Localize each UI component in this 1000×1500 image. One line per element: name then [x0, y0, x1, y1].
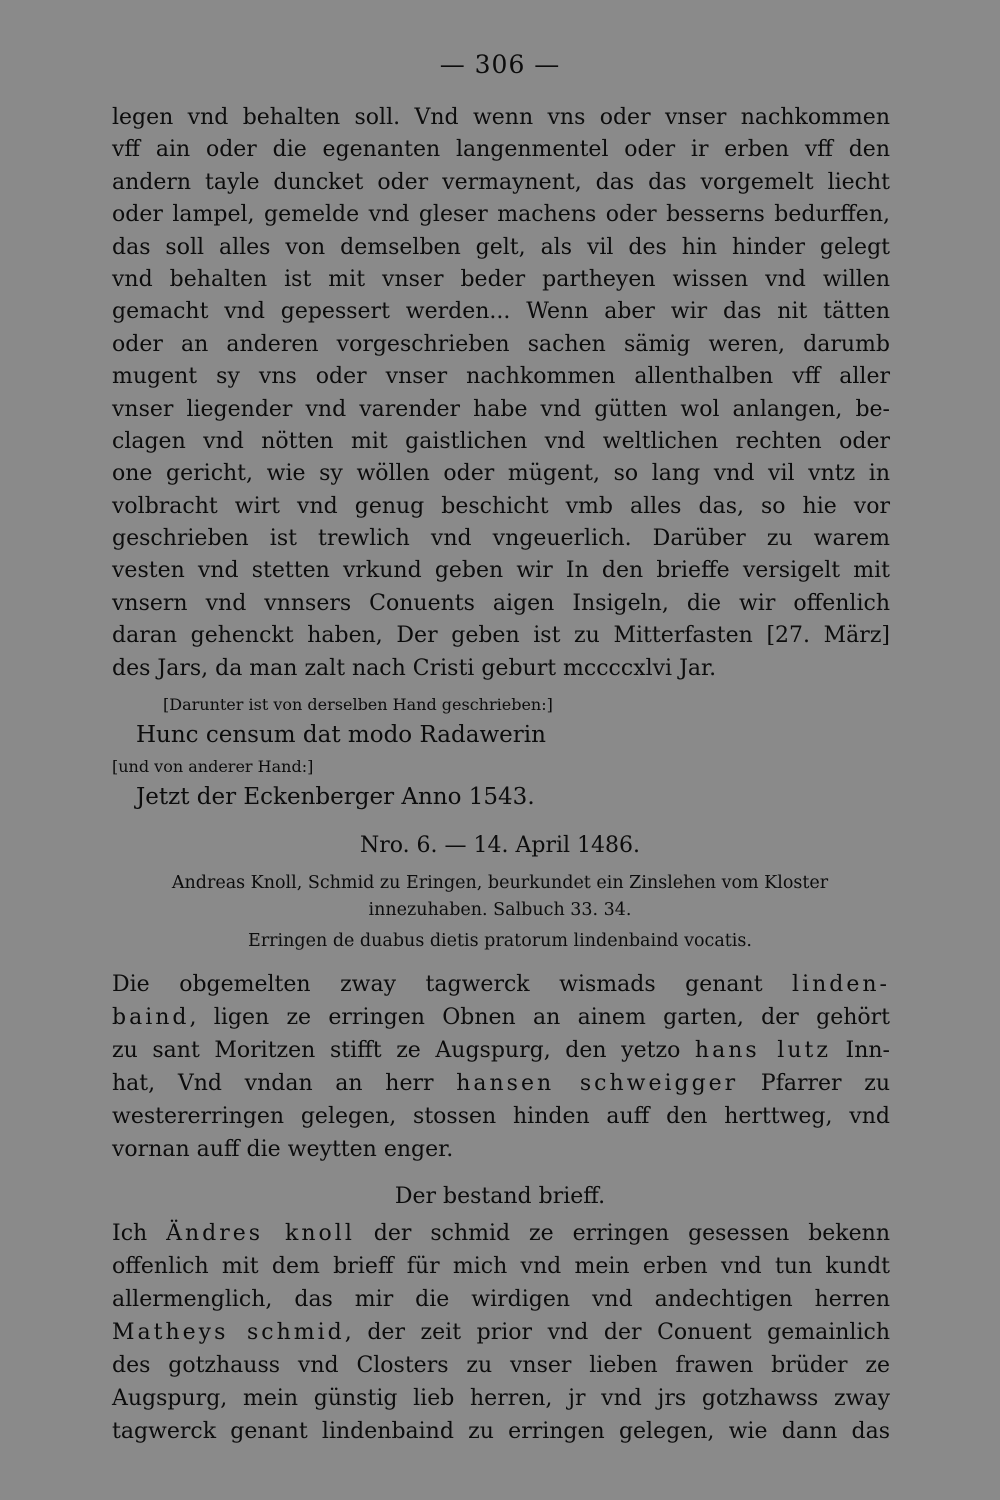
text-line: vnd behalten ist mit vnser beder partheyen wissen vnd willen: [112, 266, 890, 292]
text-line: vesten vnd stetten vrkund geben wir In den brieffe versigelt mit: [112, 558, 890, 584]
text-line: oder lampel, gemelde vnd gleser machens oder besserns bedurffen,: [112, 202, 890, 228]
text-line: zu sant Moritzen stifft ze Augspurg, den yetzo hans lutz Inn-: [112, 1038, 890, 1063]
text-line: Ich Ändres knoll der schmid ze erringen gesessen bekenn: [112, 1221, 890, 1246]
spaced-name: baind: [112, 1005, 190, 1030]
paragraph-charter-end: [112, 102, 890, 685]
text-line: mugent sy vns oder vnser nachkommen allenthalben vff aller: [112, 364, 890, 390]
text-line: westererringen gelegen, stossen hinden auff den herttweg, vnd: [112, 1104, 890, 1129]
text-line: baind, ligen ze erringen Obnen an ainem garten, der gehört: [112, 1005, 890, 1030]
later-annotation: Jetzt der Eckenberger Anno 1543.: [136, 784, 535, 810]
editorial-note: [Darunter ist von derselben Hand geschrieben:]: [163, 695, 553, 714]
spaced-name: linden-: [792, 972, 890, 997]
editorial-note: [und von anderer Hand:]: [112, 757, 314, 776]
section-heading: Der bestand brieff.: [394, 1184, 606, 1209]
text-line: hat, Vnd vndan an herr hansen schweigger Pfarrer zu: [112, 1071, 890, 1096]
text-line: gemacht vnd gepessert werden... Wenn aber wir das nit tätten: [112, 299, 890, 325]
text-line: vff ain oder die egenanten langenmentel oder ir erben vff den: [112, 137, 890, 163]
spaced-name: Ändres knoll: [166, 1221, 355, 1246]
text-line: one gericht, wie sy wöllen oder mügent, so lang vnd vil vntz in: [112, 461, 890, 487]
text-line: vnser liegender vnd varender habe vnd gütten wol anlangen, be-: [112, 396, 890, 422]
document-summary: Andreas Knoll, Schmid zu Eringen, beurkundet ein Zinslehen vom Kloster: [171, 873, 829, 893]
spaced-name: hans lutz: [694, 1038, 831, 1063]
paragraph-meadow: [112, 968, 890, 1166]
text-line: das soll alles von demselben gelt, als vil des hin hinder gelegt: [112, 234, 890, 260]
spaced-name: hansen schweigger: [456, 1071, 739, 1096]
text-line: des gotzhauss vnd Closters zu vnser lieben frawen brüder ze: [112, 1353, 890, 1378]
latin-annotation: Hunc censum dat modo Radawerin: [136, 722, 546, 748]
text-line: clagen vnd nötten mit gaistlichen vnd weltlichen rechten oder: [112, 428, 890, 454]
text-line: tagwerck genant lindenbaind zu erringen gelegen, wie dann das: [112, 1419, 890, 1444]
text-line: allermenglich, das mir die wirdigen vnd andechtigen herren: [112, 1287, 890, 1312]
text-line: vornan auff die weytten enger.: [112, 1137, 454, 1162]
paragraph-bestand: [112, 1217, 890, 1448]
document-heading: Nro. 6. — 14. April 1486.: [359, 833, 641, 858]
latin-subheading: Erringen de duabus dietis pratorum lindenbaind vocatis.: [248, 931, 752, 951]
document-summary: innezuhaben. Salbuch 33. 34.: [368, 900, 632, 920]
text-line: Matheys schmid, der zeit prior vnd der Conuent gemainlich: [112, 1320, 890, 1345]
text-line: des Jars, da man zalt nach Cristi geburt mccccxlvi Jar.: [112, 655, 717, 681]
text-line: andern tayle duncket oder vermaynent, das das vorgemelt liecht: [112, 169, 890, 195]
spaced-name: Matheys schmid: [112, 1320, 345, 1345]
text-line: vnsern vnd vnnsers Conuents aigen Insigeln, die wir offenlich: [112, 590, 890, 616]
text-line: oder an anderen vorgeschrieben sachen sämig weren, darumb: [112, 331, 890, 357]
text-line: geschrieben ist trewlich vnd vngeuerlich. Darüber zu warem: [112, 526, 890, 552]
text-line: legen vnd behalten soll. Vnd wenn vns oder vnser nachkommen: [112, 105, 890, 130]
text-line: volbracht wirt vnd genug beschicht vmb alles das, so hie vor: [112, 493, 890, 519]
page-number: — 306 —: [439, 50, 561, 79]
text-line: Die obgemelten zway tagwerck wismads genant linden-: [112, 972, 890, 997]
text-line: offenlich mit dem brieff für mich vnd mein erben vnd tun kundt: [112, 1254, 890, 1279]
text-line: Augspurg, mein günstig lieb herren, jr vnd jrs gotzhawss zway: [112, 1386, 890, 1411]
text-line: daran gehenckt haben, Der geben ist zu Mitterfasten [27. März]: [112, 623, 890, 649]
